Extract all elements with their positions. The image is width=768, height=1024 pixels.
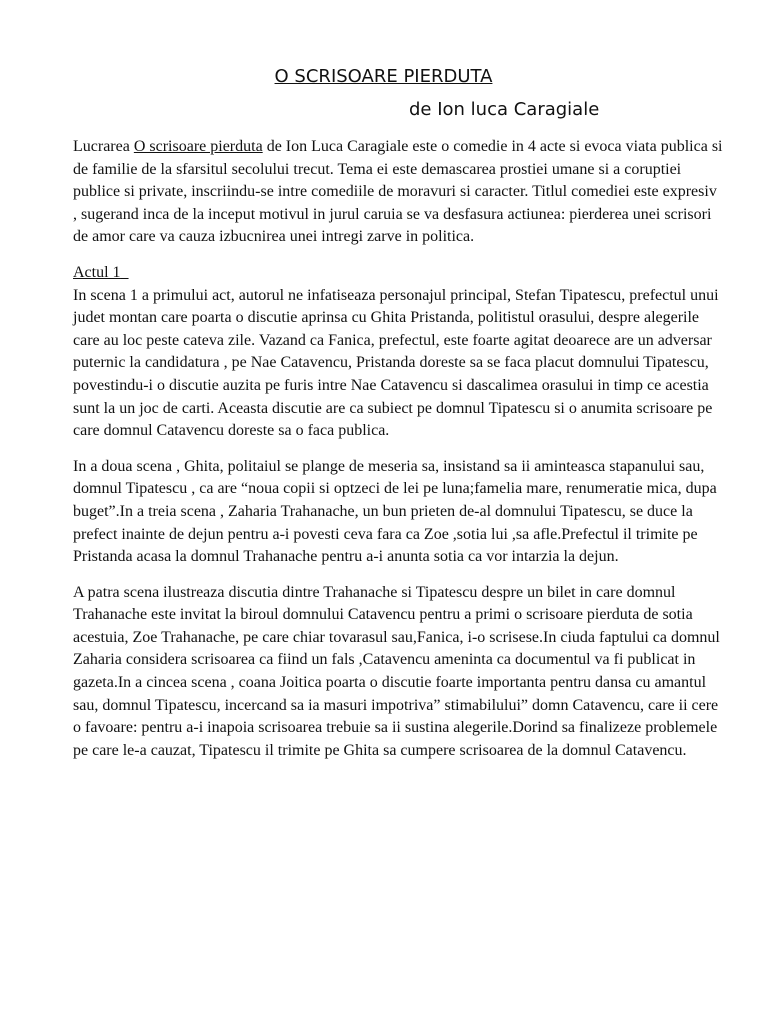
intro-lead: Lucrarea	[73, 138, 134, 155]
document-subtitle: de Ion luca Caragiale	[409, 99, 600, 120]
act1-heading: Actul 1	[73, 263, 121, 281]
scene4-paragraph: A patra scena ilustreaza discutia dintre Trahanache si Tipatescu despre un bilet in care domnul Trahanache este invitat la biroul domnului Catavencu pentru a primi o scrisoare pierduta de sotia acestuia, Zoe Trahanache, pe care chiar tovarasul sau,Fanica, i-o scrisese.In ciuda faptului ca domnul Zaharia considera scrisoarea ca fiind un fals ,Catavencu ameninta ca documentul va fi publicat in gazeta.In a cincea scena , coana Joitica poarta o discutie foarte importanta pentru dansa cu amantul sau, domnul Tipatescu, incercand sa ia masuri impotriva” stimabilului” domn Catavencu, care ii cere o favoare: pentru a-i inapoia scrisoarea trebuie sa ii sustina alegerile.Dorind sa finalizeze problemele pe care le-a cauzat, Tipatescu il trimite pe Ghita sa cumpere scrisoarea de la domnul Catavencu.	[73, 583, 720, 759]
act1-paragraph	[73, 262, 724, 443]
act1-text: In scena 1 a primului act, autorul ne infatiseaza personajul principal, Stefan Tipatescu, prefectul unui judet montan care poarta o discutie aprinsa cu Ghita Pristanda, politistul orasului, despre alegerile care au loc peste cateva zile. Vazand ca Fanica, prefectul, este foarte agitat deoarece are un adversar puternic la candidatura , pe Nae Catavencu, Pristanda doreste sa se faca placut domnului Tipatescu, povestindu-i o discutie auzita pe furis intre Nae Catavencu si dascalimea orasului in timp ce acestia sunt la un joc de carti. Aceasta discutie are ca subiect pe domnul Tipatescu si o anumita scrisoare pe care domnul Catavencu doreste sa o faca publica.	[73, 286, 719, 440]
scene2-paragraph: In a doua scena , Ghita, politaiul se plange de meseria sa, insistand sa ii aminteasca stapanului sau, domnul Tipatescu , ca are “noua copii si optzeci de lei pe luna;famelia mare, renumeratie mica, dupa buget”.In a treia scena , Zaharia Trahanache, un bun prieten de-al domnului Tipatescu, se duce la prefect inainte de dejun pentru a-i povesti ceva fara ca Zoe ,sotia lui ,sa afle.Prefectul il trimite pe Pristanda acasa la domnul Trahanache pentru a-i anunta sotia ca vor intarzia la dejun.	[73, 457, 717, 566]
intro-paragraph	[73, 136, 724, 249]
document-body	[73, 136, 724, 762]
work-title: O scrisoare pierduta	[133, 138, 263, 155]
intro-rest: de Ion Luca Caragiale este o comedie in 4 acte si evoca viata publica si de familie de la sfarsitul secolului trecut. Tema ei este demascarea prostiei umane si a coruptiei publice si private, inscriindu-se intre comediile de moravuri si caracter. Titlul comediei este expresiv , sugerand inca de la inceput motivul in jurul caruia se va desfasura actiunea: pierderea unei scrisori de amor care va cauza izbucnirea unei intregi zarve in politica.	[73, 138, 723, 246]
document-title: O SCRISOARE PIERDUTA	[274, 66, 493, 87]
